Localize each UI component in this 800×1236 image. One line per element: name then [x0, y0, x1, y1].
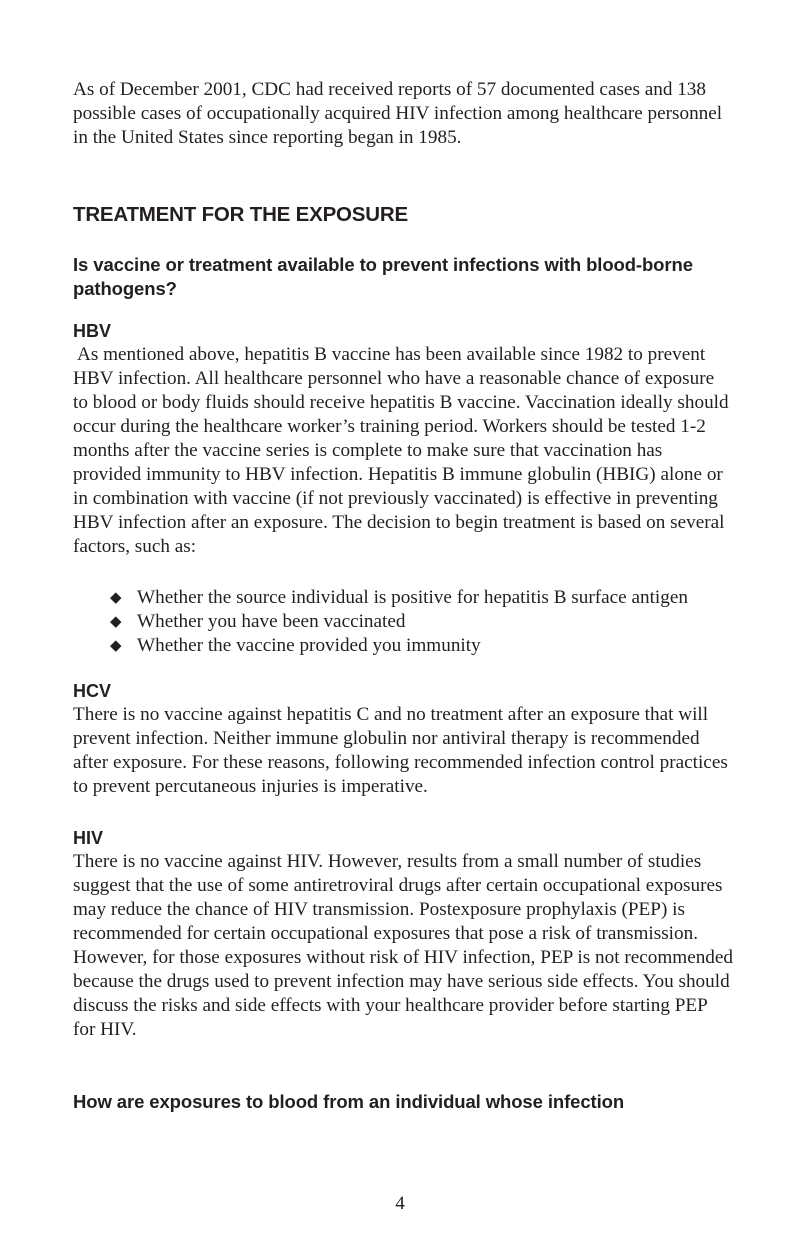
- intro-paragraph: As of December 2001, CDC had received reports of 57 documented cases and 138 possible cases of occupationally acquired HIV infection among healthcare personnel in the United States since reporting began in 1985.: [73, 79, 723, 148]
- hbv-factor-list: [73, 586, 733, 658]
- question-heading: Is vaccine or treatment available to prevent infections with blood-borne pathogens?: [73, 254, 693, 299]
- document-page: [73, 78, 733, 1114]
- list-item: [110, 610, 697, 634]
- page-number: 4: [395, 1193, 405, 1214]
- list-item: [110, 634, 697, 658]
- hiv-section: [73, 826, 733, 1042]
- list-item-text: Whether you have been vaccinated: [137, 611, 406, 632]
- question-heading-continued: How are exposures to blood from an individual whose infection: [73, 1091, 625, 1112]
- diamond-bullet-icon: ◆: [110, 636, 122, 654]
- section-heading: TREATMENT FOR THE EXPOSURE: [73, 203, 408, 226]
- diamond-bullet-icon: ◆: [110, 588, 122, 606]
- hiv-heading: HIV: [73, 828, 104, 848]
- hbv-paragraph: As mentioned above, hepatitis B vaccine has been available since 1982 to prevent HBV infection. All healthcare personnel who have a reasonable chance of exposure to blood or body fluids should receive hepatitis B vaccine. Vaccination ideally should occur during the healthcare worker’s training period. Workers should be tested 1-2 months after the vaccine series is complete to make sure that vaccination has provided immunity to HBV infection. Hepatitis B immune globulin (HBIG) alone or in combination with vaccine (if not previously vaccinated) is effective in preventing HBV infection after an exposure. The decision to begin treatment is based on several factors, such as:: [73, 344, 729, 557]
- hcv-heading: HCV: [73, 681, 112, 701]
- hiv-paragraph: There is no vaccine against HIV. However, results from a small number of studies suggest that the use of some antiretroviral drugs after certain occupational exposures may reduce the chance of HIV transmission. Postexposure prophylaxis (PEP) is recommended for certain occupational exposures that pose a risk of transmission. However, for those exposures without risk of HIV infection, PEP is not recommended because the drugs used to prevent infection may have serious side effects. You should discuss the risks and side effects with your healthcare provider before starting PEP for HIV.: [73, 851, 734, 1040]
- hcv-paragraph: There is no vaccine against hepatitis C and no treatment after an exposure that will prevent infection. Neither immune globulin nor antiviral therapy is recommended after exposure. For these reasons, following recommended infection control practices to prevent percutaneous injuries is imperative.: [73, 704, 728, 797]
- hcv-section: [73, 679, 733, 799]
- diamond-bullet-icon: ◆: [110, 612, 122, 630]
- hbv-heading: HBV: [73, 321, 112, 341]
- list-item: [110, 586, 697, 610]
- list-item-text: Whether the source individual is positive for hepatitis B surface antigen: [137, 587, 688, 608]
- hbv-section: [73, 319, 733, 658]
- list-item-text: Whether the vaccine provided you immunity: [137, 635, 481, 656]
